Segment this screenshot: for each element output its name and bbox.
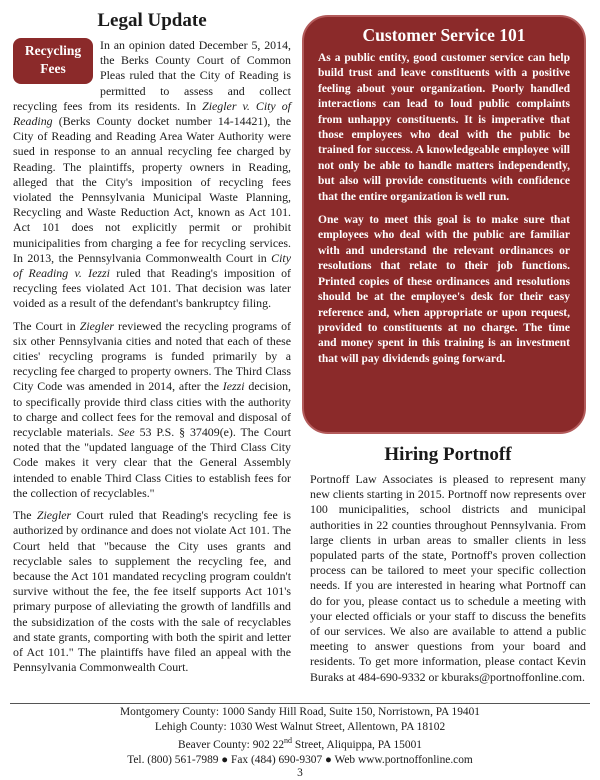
page-footer — [0, 703, 600, 780]
badge-line-1: Recycling — [24, 43, 82, 58]
legal-paragraph-2 — [13, 319, 291, 501]
text-run: The Court in — [13, 318, 80, 333]
case-name: Ziegler — [79, 318, 115, 333]
citation-signal: See — [118, 425, 135, 440]
legal-update-title: Legal Update — [97, 10, 207, 31]
text-run: Beaver County: 902 22 — [178, 738, 285, 751]
case-name: City of Reading v. Iezzi — [13, 250, 291, 281]
text-run: In an opinion dated December 5, 2014, the Berks County Court of Common Pleas ruled that the City of Reading is permitted to assess and collect recycling fees from its residents. In — [13, 38, 291, 113]
customer-service-paragraph-2: One way to meet this goal is to make sure that employees who deal with the public are familiar with and understand the relevant ordinances or resolutions that relate to their job functions. Printed copies of these ordinances and resolutions should be at the employee's desk for their easy reference and, when appropriate or upon request, provided to constituents at no charge. The time and money spent in this training is an investment that will pay dividends going forward. — [318, 214, 570, 365]
text-run: Street, Aliquippa, PA 15001 — [292, 738, 422, 751]
footer-contact-line: Tel. (800) 561-7989 ● Fax (484) 690-9307 ● Web www.portnoffonline.com — [127, 753, 473, 766]
footer-address-lehigh: Lehigh County: 1030 West Walnut Street, Allentown, PA 18102 — [154, 720, 446, 733]
text-run: Court ruled that Reading's recycling fee is authorized by ordinance and does not violate Act 101. The Court held that "because the City uses grants and recyclable sales to supplement the recycling fee, and because the Act 101 mandated recycling program couldn't survive without the fee, the fee itself supports Act 101's primary purpose of alleviating the growth of landfills and the subsidization of the costs with the sale of recyclables and state grants, comporting with both the spirit and letter of Act 101." The plaintiffs have filed an appeal with the Pennsylvania Commonwealth Court. — [13, 508, 291, 675]
legal-update-section — [13, 10, 291, 682]
text-run: 53 P.S. § 37409(e). The Court noted that the "updated language of the Third Class City Code makes it very clear that the General Assembly intended to enable Third Class Cities to establish fees for the collection of recyclables." — [13, 425, 291, 500]
case-name: Ziegler v. City of Reading — [13, 98, 291, 129]
hiring-portnoff-title: Hiring Portnoff — [384, 444, 512, 465]
footer-divider — [10, 703, 590, 704]
badge-line-2: Fees — [40, 61, 66, 76]
page-number: 3 — [297, 767, 303, 780]
hiring-portnoff-section — [310, 444, 586, 692]
customer-service-title: Customer Service 101 — [362, 25, 526, 45]
text-run: reviewed the recycling programs of six other Pennsylvania cities and noted that each of these cities' recycling programs is funded primarily by a recycling fee charged to property owners. The Third Class City Code was amended in 2014, after the — [13, 318, 291, 394]
ordinal-suffix: nd — [284, 736, 293, 746]
text-run: (Berks County docket number 14-14421), the City of Reading and Reading Area Water Authority were sued in response to an annual recycling fee charged by Reading. The plaintiffs, property owners in Reading, alleged that the City's imposition of recycling fees violated the Pennsylvania Municipal Waste Planning, Recycling and Waste Reduction Act, known as Act 101. Act 101 does not explicitly permit or prohibit municipalities from charging a fee for recycling services. In 2013, the Pennsylvania Commonwealth Court in — [13, 114, 291, 265]
footer-address-montgomery: Montgomery County: 1000 Sandy Hill Road, Suite 150, Norristown, PA 19401 — [120, 706, 480, 718]
customer-service-box — [302, 15, 586, 434]
hiring-paragraph: Portnoff Law Associates is pleased to represent many new clients starting in 2015. Portnoff now represents over 100 municipalities, school districts and municipal authorities in 22 counties throughout Pennsylvania. From large clients in urban areas to smaller clients in less populated parts of the state, Portnoff's proven collection process can be tailored to meet your specific collection needs. If you are interested in hearing what Portnoff can do for you, please contact us to schedule a meeting with your elected officials or your staff to discuss the benefits of our services. We also are available to attend a public meeting to answer questions from your board and residents. To get more information, please contact Kevin Buraks at 484-690-9332 or kburaks@portnoffonline.com. — [310, 472, 586, 684]
legal-paragraph-3 — [13, 508, 291, 675]
text-run: ruled that Reading's imposition of recycling fees violated Act 101. That decision was later voided as a result of the defendant's bankruptcy filing. — [13, 266, 291, 311]
text-run: decision, to specifically provide third class cities with the authority to charge and collect fees for the removal and disposal of recyclable materials. — [13, 379, 291, 440]
case-name: Iezzi — [222, 379, 245, 394]
recycling-fees-badge — [13, 38, 93, 84]
text-run: The — [13, 508, 37, 523]
footer-address-beaver — [0, 734, 600, 752]
customer-service-paragraph-1: As a public entity, good customer service can help build trust and leave constituents with a positive feeling about your organization. Poorly handled interactions can lead to loud public complaints from unhappy constituents. It is imperative that those employees who deal with the public be trained for success. A knowledgeable employee will not only be able to handle matters independently, but also will provide constituents with confidence that the entire organization is well run. — [318, 52, 570, 203]
case-name: Ziegler — [36, 508, 72, 523]
